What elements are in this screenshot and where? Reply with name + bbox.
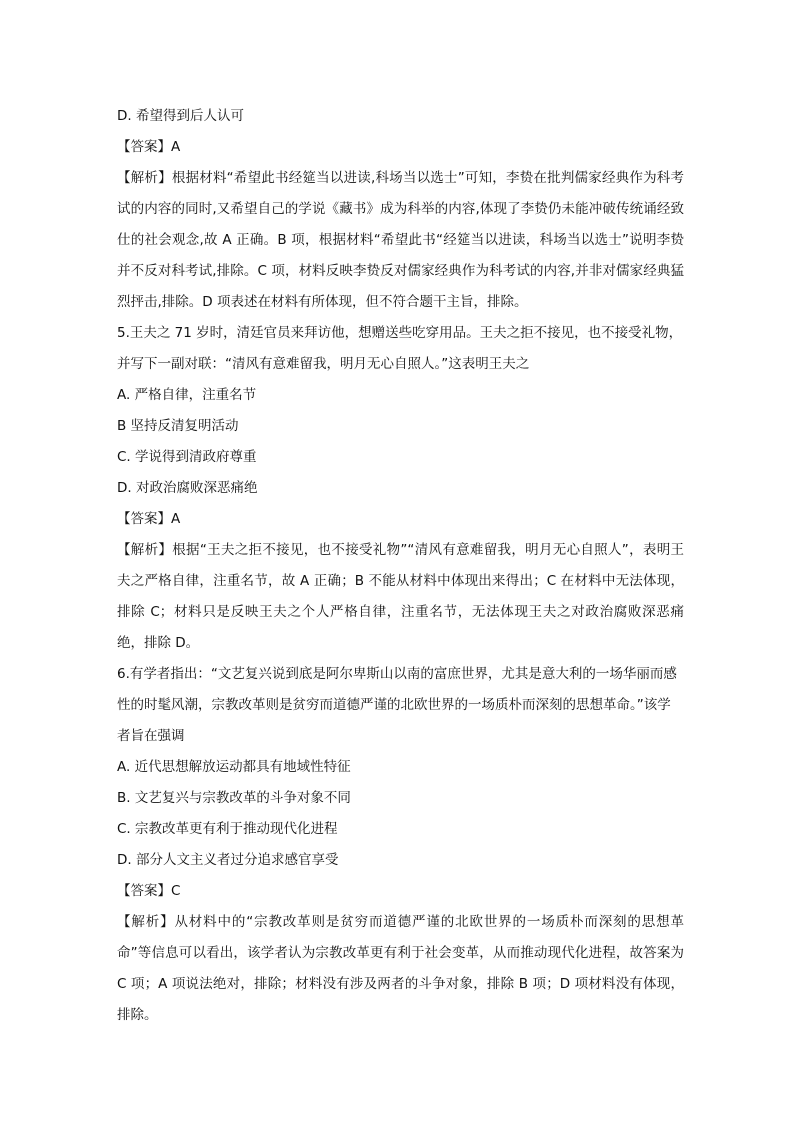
q4-analysis xyxy=(117,163,684,318)
q6-analysis xyxy=(117,907,684,1031)
q6-stem: 6.有学者指出：“文艺复兴说到底是阿尔卑斯山以南的富庶世界，尤其是意大利的一场华丽而感性的时髦风潮，宗教改革则是贫穷而道德严谨的北欧世界的一场质朴而深刻的思想革命。”该学者旨在强调 xyxy=(117,666,677,744)
q6-option-c: C. 宗教改革更有利于推动现代化进程 xyxy=(117,821,338,837)
q5-analysis-text: 根据“王夫之拒不接见，也不接受礼物”“清风有意难留我，明月无心自照人”，表明王夫之严格自律，注重名节，故 A 正确；B 不能从材料中体现出来得出；C 在材料中无法体现，排除 C；材料只是反映王夫之个人严格自律，注重名节，无法体现王夫之对政治腐败深恶痛绝，排除 D。 xyxy=(117,542,685,651)
q5-option-c: C. 学说得到清政府尊重 xyxy=(117,449,257,465)
q5-stem: 5.王夫之 71 岁时，清廷官员来拜访他，想赠送些吃穿用品。王夫之拒不接见，也不接受礼物，并写下一副对联：“清风有意难留我，明月无心自照人。”这表明王夫之 xyxy=(117,325,683,372)
q4-analysis-text: 根据材料“希望此书经筵当以进读,科场当以选士”可知，李贽在批判儒家经典作为科考试的内容的同时,又希望自己的学说《藏书》成为科举的内容,体现了李贽仍未能冲破传统诵经致仕的社会观念,故 A 正确。B 项，根据材料“希望此书“经筵当以进读，科场当以选士”说明李贽并不反对科考试,排除。C 项，材料反映李贽反对儒家经典作为科考试的内容,并非对儒家经典猛烈抨击,排除。D 项表述在材料有所体现，但不符合题干主旨，排除。 xyxy=(117,170,685,310)
q5-answer xyxy=(117,504,684,535)
q5-answer-value: A xyxy=(171,511,181,527)
q5-option-d: D. 对政治腐败深恶痛绝 xyxy=(117,480,258,496)
q6-analysis-tag: 【解析】 xyxy=(117,914,175,930)
q6-answer xyxy=(117,876,684,907)
q6-option-d: D. 部分人文主义者过分追求感官享受 xyxy=(117,852,339,868)
q6-analysis-text: 从材料中的“宗教改革则是贫穷而道德严谨的北欧世界的一场质朴而深刻的思想革命”等信息可以看出，该学者认为宗教改革更有利于社会变革，从而推动现代化进程，故答案为 C 项；A 项说法绝对，排除；材料没有涉及两者的斗争对象，排除 B 项；D 项材料没有体现，排除。 xyxy=(117,914,684,1023)
q4-answer xyxy=(117,132,684,163)
q4-answer-tag: 【答案】 xyxy=(117,139,171,155)
q4-option-d: D. 希望得到后人认可 xyxy=(117,108,244,124)
q6-answer-value: C xyxy=(171,883,181,899)
q4-answer-value: A xyxy=(171,139,181,155)
q6-option-b: B. 文艺复兴与宗教改革的斗争对象不同 xyxy=(117,790,351,806)
q5-answer-tag: 【答案】 xyxy=(117,511,171,527)
document-body xyxy=(117,101,684,1031)
q5-option-a: A. 严格自律，注重名节 xyxy=(117,387,257,403)
q4-analysis-tag: 【解析】 xyxy=(117,170,172,186)
q5-analysis xyxy=(117,535,684,659)
q6-option-a: A. 近代思想解放运动都具有地域性特征 xyxy=(117,759,351,775)
q5-analysis-tag: 【解析】 xyxy=(117,542,173,558)
q5-option-b: B 坚持反清复明活动 xyxy=(117,418,239,434)
q6-answer-tag: 【答案】 xyxy=(117,883,171,899)
